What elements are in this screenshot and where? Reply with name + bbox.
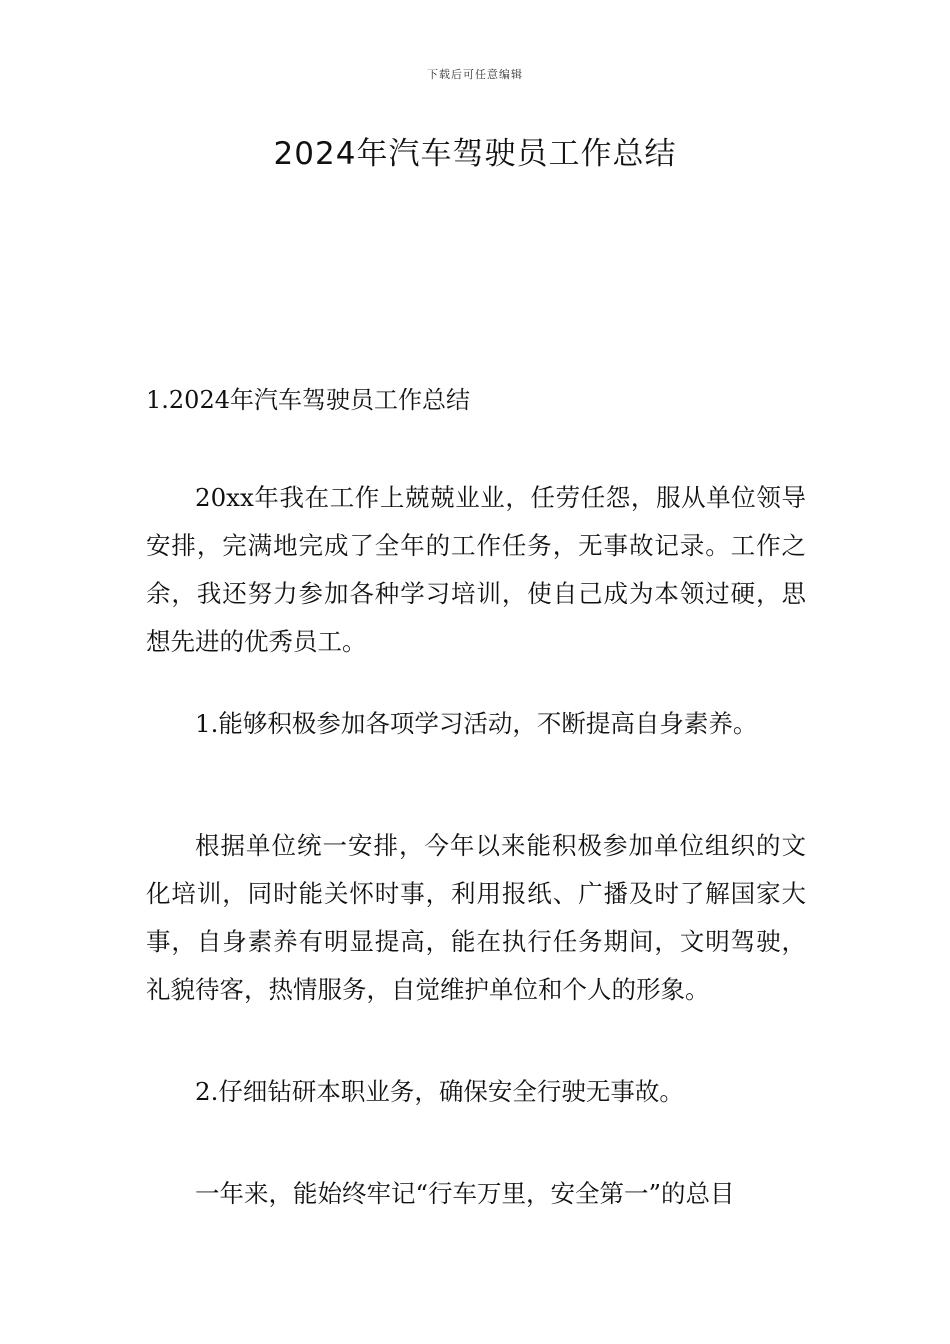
document-title: 2024年汽车驾驶员工作总结 [273,136,677,172]
paragraph-intro: 20xx年我在工作上兢兢业业，任劳任怨，服从单位领导安排，完满地完成了全年的工作任务，无事故记录。工作之余，我还努力参加各种学习培训，使自己成为本领过硬，思想先进的优秀员工。 [146,483,806,656]
paragraph-point-1: 1.能够积极参加各项学习活动，不断提高自身素养。 [195,709,758,738]
paragraph-point-2: 2.仔细钻研本职业务，确保安全行驶无事故。 [195,1077,684,1106]
header-note: 下载后可任意编辑 [427,68,523,81]
paragraph-safety: 一年来，能始终牢记“行车万里，安全第一”的总目 [195,1179,735,1208]
section-heading: 1.2024年汽车驾驶员工作总结 [146,386,470,414]
paragraph-training: 根据单位统一安排，今年以来能积极参加单位组织的文化培训，同时能关怀时事，利用报纸、广播及时了解国家大事，自身素养有明显提高，能在执行任务期间，文明驾驶，礼貌待客，热情服务，自觉维护单位和个人的形象。 [146,831,806,1004]
